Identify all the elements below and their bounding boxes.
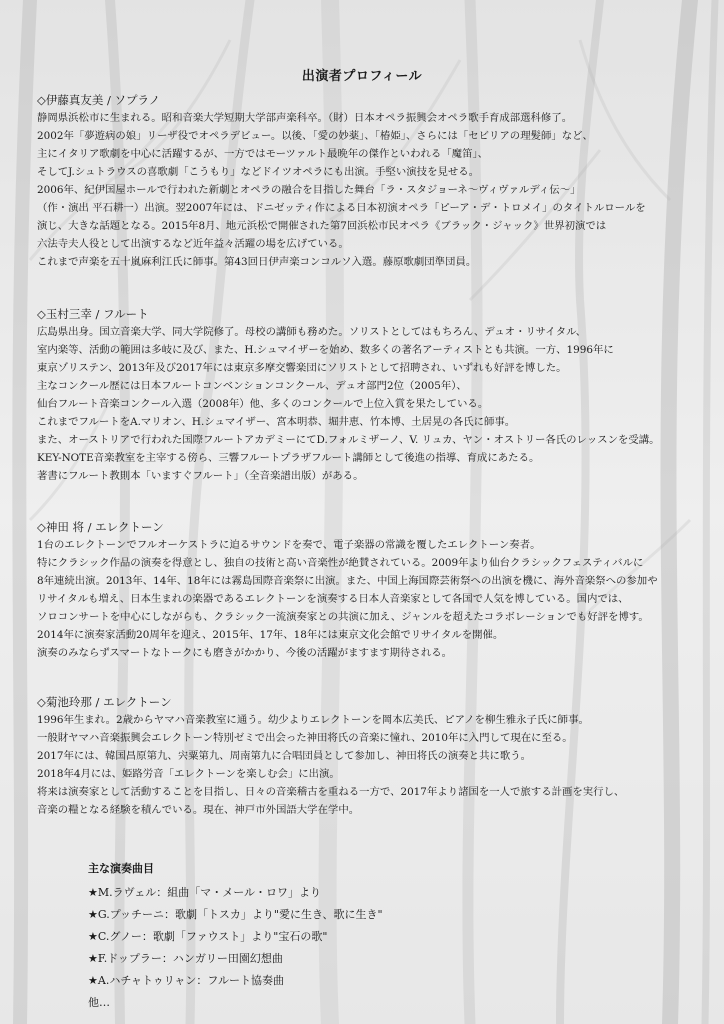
profile-text-line: 仙台フルート音楽コンクール入選（2008年）他、多くのコンクールで上位入賞を果たしている。	[37, 398, 489, 410]
repertoire-item-text: F.ドップラー：ハンガリー田園幻想曲	[97, 952, 283, 965]
profile-text-line: 音楽の糧となる経験を積んでいる。現在、神戸市外国語大学在学中。	[37, 804, 360, 816]
profile-text-line: 演奏のみならずスマートなトークにも磨きがかかり、今後の活躍がますます期待される。	[37, 647, 452, 659]
repertoire-item	[88, 882, 688, 904]
profile-text-line: そしてJ.シュトラウスの喜歌劇「こうもり」などドイツオペラにも出演。手堅い演技を見せる。	[37, 166, 480, 178]
star-icon: ★	[88, 930, 98, 943]
star-icon: ★	[88, 974, 98, 987]
profile-text-line: KEY-NOTE音楽教室を主宰する傍ら、三響フルートプラザフルート講師として後進の指導、育成にあたる。	[37, 452, 540, 464]
repertoire-item-text: C.グノー：歌劇「ファウスト」より"宝石の歌"	[97, 930, 328, 943]
repertoire-item-text: G.プッチーニ：歌劇「トスカ」より"愛に生き、歌に生き"	[97, 908, 383, 921]
profile-ito-mayumi	[37, 92, 697, 271]
profile-text-line: 2002年「夢遊病の娘」リーザ役でオペラデビュー。以後、「愛の妙薬」、「椿姫」、さらには「セビリアの理髪師」など、	[37, 130, 593, 142]
profile-text-line: 1台のエレクトーンでフルオーケストラに迫るサウンドを奏で、電子楽器の常識を覆したエレクトーン奏者。	[37, 539, 541, 551]
repertoire-item-text: M.ラヴェル：組曲「マ・メール・ロワ」より	[97, 886, 321, 899]
profile-text-line: 主なコンクール歴には日本フルートコンベンションコンクール、デュオ部門2位（2005年）、	[37, 380, 467, 392]
profile-text-line: リサイタルも増え、日本生まれの楽器であるエレクトーンを演奏する日本人音楽家として各国で人気を博している。国内では、	[37, 593, 629, 605]
profile-text-line: 2014年に演奏家活動20周年を迎え、2015年、17年、18年には東京文化会館でリサイタルを開催。	[37, 629, 504, 641]
profile-text-line: （作・演出 平石耕一）出演。翌2007年には、ドニゼッティ作による日本初演オペラ「ピーア・デ・トロメイ」のタイトルロールを	[37, 202, 646, 214]
profile-text-line: 広島県出身。国立音楽大学、同大学院修了。母校の講師も務めた。ソリストとしてはもちろん、デュオ・リサイタル、	[37, 326, 587, 338]
profile-text-line: ソロコンサートを中心にしながらも、クラシック一流演奏家との共演に加え、ジャンルを超えたコラボレーションでも好評を博す。	[37, 611, 649, 623]
profile-text-line: 六法寺夫人役として出演するなど近年益々活躍の場を広げている。	[37, 238, 349, 250]
repertoire-item	[88, 904, 688, 926]
profile-text-line: 将来は演奏家として活動することを目指し、日々の音楽稽古を重ねる一方で、2017年より諸国を一人で旅する計画を実行し、	[37, 786, 625, 798]
profile-text-line: 主にイタリア歌劇を中心に活躍するが、一方ではモーツァルト最晩年の傑作といわれる「魔笛」、	[37, 148, 489, 160]
profile-heading: ◇神田 将 / エレクトーン	[37, 520, 164, 534]
repertoire-list	[88, 858, 688, 1014]
profile-text-line: 著書にフルート教則本「いますぐフルート」（全音楽譜出版）がある。	[37, 470, 364, 482]
repertoire-item	[88, 948, 688, 970]
profile-heading: ◇伊藤真友美 / ソプラノ	[37, 93, 161, 107]
profile-text-line: 特にクラシック作品の演奏を得意とし、独自の技術と高い音楽性が絶賛されている。2009年より仙台クラシックフェスティバルに	[37, 557, 644, 569]
repertoire-item	[88, 970, 688, 992]
repertoire-item	[88, 926, 688, 948]
profile-tamamura-miyuki	[37, 306, 697, 485]
star-icon: ★	[88, 886, 98, 899]
profile-text-line: 8年連続出演。2013年、14年、18年には霧島国際音楽祭に出演。また、中国上海国際芸術祭への出演を機に、海外音楽祭への参加や	[37, 575, 658, 587]
repertoire-etc: 他…	[88, 996, 110, 1009]
profile-text-line: 1996年生まれ。2歳からヤマハ音楽教室に通う。幼少よりエレクトーンを岡本広美氏、ピアノを柳生雅永子氏に師事。	[37, 714, 589, 726]
profile-kikuchi-rena	[37, 694, 697, 819]
profile-text-line: 2018年4月には、姫路労音「エレクトーンを楽しむ会」に出演。	[37, 768, 340, 780]
repertoire-title: 主な演奏曲目	[88, 862, 154, 875]
star-icon: ★	[88, 952, 98, 965]
profile-text-line: 2017年には、韓国昌原第九、宍粟第九、周南第九に合唱団員として参加し、神田将氏の演奏と共に歌う。	[37, 750, 532, 762]
profile-text-line: 静岡県浜松市に生まれる。昭和音楽大学短期大学部声楽科卒。（財）日本オペラ振興会オペラ歌手育成部選科修了。	[37, 112, 573, 124]
profile-kanda-sho	[37, 519, 697, 662]
profile-text-line: これまでフルートをA.マリオン、H.シュマイザー、宮本明恭、堀井恵、竹本博、土居晃の各氏に師事。	[37, 416, 516, 428]
profile-text-line: 2006年、紀伊国屋ホールで行われた新劇とオペラの融合を目指した舞台「ラ・スタジョーネ〜ヴィヴァルディ伝〜」	[37, 184, 581, 196]
profile-text-line: 一般財ヤマハ音楽振興会エレクトーン特別ゼミで出会った神田将氏の音楽に憧れ、2010年に入門して現在に至る。	[37, 732, 573, 744]
profile-text-line: 東京ゾリステン、2013年及び2017年には東京多摩交響楽団にソリストとして招聘され、いずれも好評を博した。	[37, 362, 567, 374]
profile-text-line: これまで声楽を五十嵐麻利江氏に師事。第43回日伊声楽コンコルソ入選。藤原歌劇団準団員。	[37, 256, 477, 268]
star-icon: ★	[88, 908, 98, 921]
profile-text-line: 演じ、大きな話題となる。2015年8月、地元浜松で開催された第7回浜松市民オペラ《ブラック・ジャック》世界初演では	[37, 220, 607, 232]
profile-text-line: 室内楽等、活動の範囲は多岐に及び、また、H.シュマイザーを始め、数多くの著名アーティストとも共演。一方、1996年に	[37, 344, 614, 356]
profile-heading: ◇菊池玲那 / エレクトーン	[37, 695, 172, 709]
profile-text-line: また、オーストリアで行われた国際フルートアカデミーにてD.フォルミザーノ、V. リュカ、ヤン・オストリー各氏のレッスンを受講。	[37, 434, 660, 446]
profile-heading: ◇玉村三幸 / フルート	[37, 307, 149, 321]
repertoire-item-text: A.ハチャトゥリャン：フルート協奏曲	[97, 974, 284, 987]
page-title: 出演者プロフィール	[301, 69, 423, 84]
